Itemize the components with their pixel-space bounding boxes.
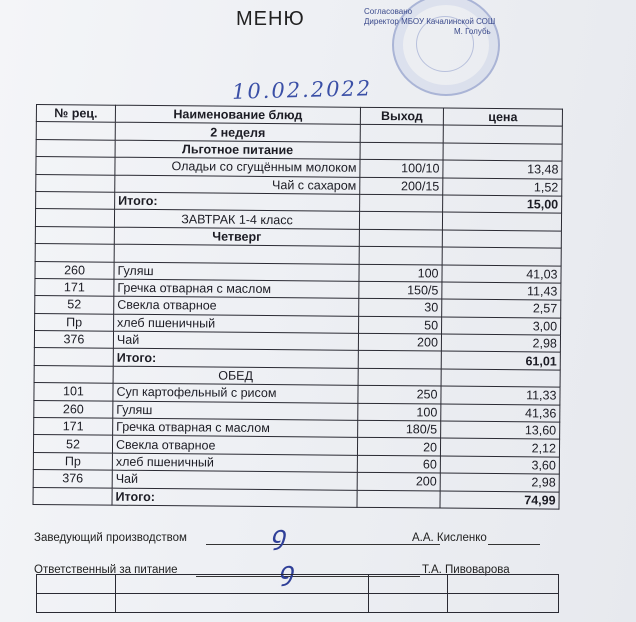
output-cell bbox=[358, 351, 441, 369]
menu-table-body bbox=[33, 122, 562, 509]
price-cell: 2,12 bbox=[440, 438, 559, 456]
recipe-number-cell bbox=[35, 244, 114, 262]
approval-line-3: М. Голубь bbox=[454, 27, 491, 36]
approval-line-1: Согласовано bbox=[364, 7, 413, 16]
output-cell: 60 bbox=[357, 455, 440, 473]
price-cell: 13,60 bbox=[441, 421, 560, 439]
price-cell: 2,98 bbox=[440, 473, 559, 491]
blank-footer-table bbox=[36, 574, 559, 613]
section-title-cell: Четверг bbox=[114, 227, 359, 247]
dish-name-cell: Оладьи со сгущённым молоком bbox=[115, 157, 360, 177]
recipe-number-cell bbox=[35, 226, 114, 244]
dish-name-cell: Свекла отварное bbox=[114, 296, 359, 316]
output-cell: 250 bbox=[358, 386, 441, 404]
recipe-number-cell: 376 bbox=[33, 470, 112, 488]
approval-block bbox=[364, 7, 495, 37]
price-cell: 41,03 bbox=[442, 265, 561, 283]
section-title-cell: 2 неделя bbox=[115, 123, 360, 143]
recipe-number-cell bbox=[36, 157, 115, 175]
recipe-number-cell: Пр bbox=[35, 313, 114, 331]
dish-name-cell: Чай с сахаром bbox=[115, 175, 360, 195]
recipe-number-cell bbox=[36, 191, 115, 209]
output-cell: 200/15 bbox=[360, 177, 443, 195]
recipe-number-cell bbox=[36, 174, 115, 192]
responsible-person-name: Т.А. Пивоварова bbox=[422, 564, 510, 576]
dish-name-cell: Гречка отварная с маслом bbox=[113, 418, 358, 438]
price-cell: 2,57 bbox=[442, 299, 561, 317]
output-cell: 150/5 bbox=[359, 281, 442, 299]
production-manager-name: А.А. Кисленко bbox=[412, 532, 487, 544]
price-cell bbox=[442, 247, 561, 265]
dish-name-cell: Гуляш bbox=[113, 401, 358, 421]
output-cell: 100 bbox=[359, 264, 442, 282]
price-cell bbox=[442, 230, 561, 248]
output-cell bbox=[359, 229, 442, 247]
output-cell bbox=[357, 490, 440, 508]
dish-name-cell: хлеб пшеничный bbox=[112, 453, 357, 473]
recipe-number-cell: 52 bbox=[35, 296, 114, 314]
approval-line-2: Директор МБОУ Качалинской СОШ bbox=[364, 17, 496, 26]
recipe-number-cell bbox=[33, 487, 112, 505]
price-cell bbox=[442, 212, 561, 230]
section-title-cell: Льготное питание bbox=[115, 140, 360, 160]
table-row bbox=[33, 487, 559, 509]
total-price-cell: 61,01 bbox=[441, 352, 560, 370]
output-cell bbox=[359, 212, 442, 230]
output-cell bbox=[358, 368, 441, 386]
production-manager-label: Заведующий производством bbox=[34, 532, 187, 544]
dish-name-cell: Гуляш bbox=[114, 262, 359, 282]
recipe-number-cell: Пр bbox=[33, 452, 112, 470]
output-cell: 20 bbox=[357, 438, 440, 456]
recipe-number-cell: 171 bbox=[34, 418, 113, 436]
price-cell: 2,98 bbox=[441, 334, 560, 352]
output-cell bbox=[360, 125, 443, 143]
price-cell bbox=[441, 369, 560, 387]
total-label-cell: Итого: bbox=[112, 488, 357, 508]
dish-name-cell: Свекла отварное bbox=[112, 436, 357, 456]
price-cell bbox=[443, 143, 562, 161]
page-title: МЕНЮ bbox=[236, 8, 305, 30]
recipe-number-cell bbox=[36, 122, 115, 140]
price-cell: 3,00 bbox=[442, 317, 561, 335]
dish-name-cell: Гречка отварная с маслом bbox=[114, 279, 359, 299]
price-cell bbox=[443, 125, 562, 143]
recipe-number-cell: 52 bbox=[33, 435, 112, 453]
recipe-number-cell: 171 bbox=[35, 278, 114, 296]
output-cell: 200 bbox=[358, 333, 441, 351]
price-cell: 41,36 bbox=[441, 404, 560, 422]
signature-production: ꝯ bbox=[270, 521, 286, 551]
recipe-number-cell bbox=[35, 209, 114, 227]
header-price: цена bbox=[443, 108, 562, 126]
output-cell: 200 bbox=[357, 473, 440, 491]
header-recipe-number: № рец. bbox=[36, 105, 115, 123]
price-cell: 3,60 bbox=[440, 456, 559, 474]
responsible-person-label: Ответственный за питание bbox=[34, 564, 178, 576]
price-cell: 1,52 bbox=[443, 178, 562, 196]
output-cell bbox=[360, 194, 443, 212]
section-title-cell: ЗАВТРАК 1-4 класс bbox=[114, 210, 359, 230]
dish-name-cell: Суп картофельный с рисом bbox=[113, 383, 358, 403]
output-cell: 100/10 bbox=[360, 160, 443, 178]
dish-name-cell: Чай bbox=[112, 470, 357, 490]
signature-responsible: ꝯ bbox=[278, 557, 294, 587]
section-title-cell: ОБЕД bbox=[113, 366, 358, 386]
total-label-cell: Итого: bbox=[113, 349, 358, 369]
menu-table bbox=[33, 104, 563, 510]
recipe-number-cell: 260 bbox=[35, 261, 114, 279]
recipe-number-cell: 260 bbox=[34, 400, 113, 418]
header-output: Выход bbox=[360, 107, 443, 125]
price-cell: 11,33 bbox=[441, 386, 560, 404]
dish-name-cell bbox=[114, 244, 359, 264]
dish-name-cell: хлеб пшеничный bbox=[114, 314, 359, 334]
recipe-number-cell bbox=[34, 348, 113, 366]
total-label-cell: Итого: bbox=[115, 192, 360, 212]
output-cell: 180/5 bbox=[358, 420, 441, 438]
output-cell: 30 bbox=[359, 299, 442, 317]
output-cell: 50 bbox=[359, 316, 442, 334]
output-cell bbox=[359, 246, 442, 264]
output-cell: 100 bbox=[358, 403, 441, 421]
header-dish-name: Наименование блюд bbox=[115, 105, 360, 125]
total-price-cell: 15,00 bbox=[443, 195, 562, 213]
recipe-number-cell bbox=[34, 365, 113, 383]
recipe-number-cell bbox=[36, 139, 115, 157]
recipe-number-cell: 101 bbox=[34, 383, 113, 401]
dish-name-cell: Чай bbox=[113, 331, 358, 351]
recipe-number-cell: 376 bbox=[34, 331, 113, 349]
handwritten-date: 10.02.2022 bbox=[231, 76, 373, 104]
price-cell: 13,48 bbox=[443, 160, 562, 178]
price-cell: 11,43 bbox=[442, 282, 561, 300]
output-cell bbox=[360, 142, 443, 160]
total-price-cell: 74,99 bbox=[440, 491, 559, 509]
